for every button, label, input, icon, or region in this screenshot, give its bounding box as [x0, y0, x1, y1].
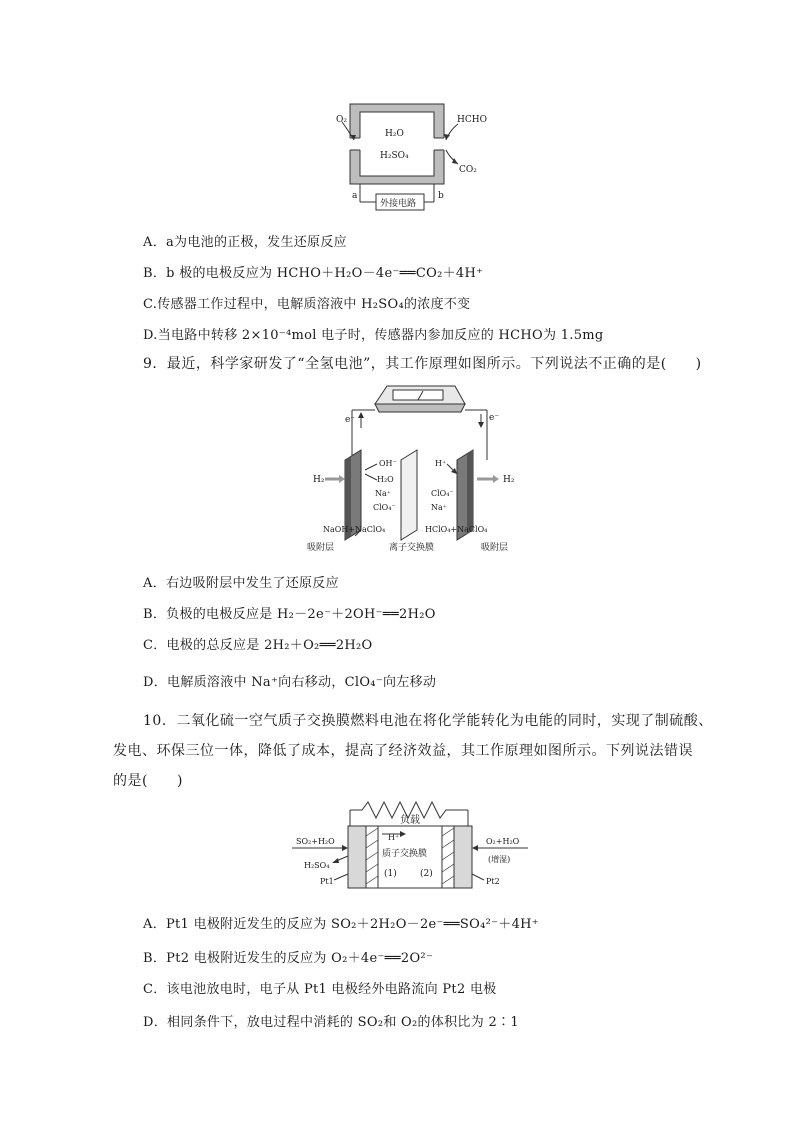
q9-stem: 9．最近，科学家研发了“全氢电池”，其工作原理如图所示。下列说法不正确的是( ) [143, 356, 702, 372]
o2-inlet-label: O₂+H₂O [486, 837, 520, 846]
so2-fuel-cell-diagram [290, 796, 530, 896]
q10-option-a: A．Pt1 电极附近发生的反应为 SO₂＋2H₂O－2e⁻══SO₄²⁻＋4H⁺ [143, 917, 539, 932]
electrode-a-label: a [352, 191, 358, 201]
formaldehyde-sensor-diagram [330, 100, 500, 215]
water-label: H₂O [377, 475, 394, 484]
perchlorate-ion-right-label: ClO₄⁻ [431, 489, 454, 498]
h2-outlet-label: H₂ [503, 475, 515, 485]
left-electrolyte-label: NaOH+NaClO₄ [323, 525, 386, 534]
right-adsorption-layer-label: 吸附层 [481, 543, 509, 553]
hydroxide-ion-label: OH⁻ [379, 459, 397, 468]
electron-flow-left: e⁻ [345, 415, 356, 425]
q9-option-c: C．电极的总反应是 2H₂＋O₂══2H₂O [143, 638, 373, 653]
perchlorate-ion-left-label: ClO₄⁻ [373, 503, 396, 512]
proton-label: H⁺ [388, 833, 400, 842]
pt1-electrode-label: Pt1 [320, 877, 334, 886]
humidified-label: (增湿) [488, 855, 511, 864]
q10-option-d: D．相同条件下，放电过程中消耗的 SO₂和 O₂的体积比为 2∶1 [143, 1015, 519, 1030]
region-1-label: (1) [384, 869, 397, 879]
so2-inlet-label: SO₂+H₂O [296, 837, 335, 846]
sulfuric-acid-outlet-label: H₂SO₄ [304, 861, 330, 870]
h2-inlet-label: H₂ [313, 475, 325, 485]
external-circuit-label: 外接电路 [380, 199, 417, 209]
q8-option-a: A．a为电池的正极，发生还原反应 [143, 235, 347, 250]
h2so4-label: H₂SO₄ [380, 151, 409, 161]
full-hydrogen-battery-diagram [305, 382, 535, 557]
q10-stem-line3: 的是( ) [113, 773, 183, 789]
right-electrolyte-label: HClO₄+NaClO₄ [425, 525, 488, 534]
o2-label: O₂ [336, 115, 347, 125]
q8-option-d: D.当电路中转移 2×10⁻⁴mol 电子时，传感器内参加反应的 HCHO为 1.5mg [143, 328, 604, 343]
q8-option-c: C.传感器工作过程中，电解质溶液中 H₂SO₄的浓度不变 [143, 297, 471, 312]
q10-option-c: C．该电池放电时，电子从 Pt1 电极经外电路流向 Pt2 电极 [143, 982, 497, 997]
q8-option-b: B．b 极的电极反应为 HCHO＋H₂O－4e⁻══CO₂＋4H⁺ [143, 266, 484, 281]
proton-exchange-membrane-label: 质子交换膜 [382, 849, 428, 859]
q9-option-d: D．电解质溶液中 Na⁺向右移动，ClO₄⁻向左移动 [143, 675, 437, 690]
region-2-label: (2) [420, 869, 433, 879]
pt2-electrode-label: Pt2 [486, 877, 500, 886]
q10-stem-line2: 发电、环保三位一体，降低了成本，提高了经济效益，其工作原理如图所示。下列说法错误 [113, 743, 693, 759]
q10-option-b: B．Pt2 电极附近发生的反应为 O₂＋4e⁻══2O²⁻ [143, 951, 434, 966]
h2o-label: H₂O [385, 129, 404, 139]
load-label: 负载 [400, 815, 420, 826]
hcho-label: HCHO [457, 115, 487, 125]
q9-option-b: B．负极的电极反应是 H₂－2e⁻＋2OH⁻══2H₂O [143, 607, 436, 622]
electron-flow-right: e⁻ [489, 413, 500, 423]
co2-label: CO₂ [459, 165, 477, 175]
q10-stem-line1: 10．二氧化硫一空气质子交换膜燃料电池在将化学能转化为电能的同时，实现了制硫酸、 [143, 713, 713, 729]
sodium-ion-right-label: Na⁺ [431, 503, 447, 512]
ion-exchange-membrane-label: 离子交换膜 [389, 543, 435, 553]
q9-option-a: A．右边吸附层中发生了还原反应 [143, 576, 339, 591]
sodium-ion-left-label: Na⁺ [375, 489, 391, 498]
electrode-b-label: b [438, 191, 444, 201]
proton-label: H⁺ [435, 459, 447, 468]
ammeter-icon [375, 386, 465, 412]
left-adsorption-layer-label: 吸附层 [307, 543, 335, 553]
